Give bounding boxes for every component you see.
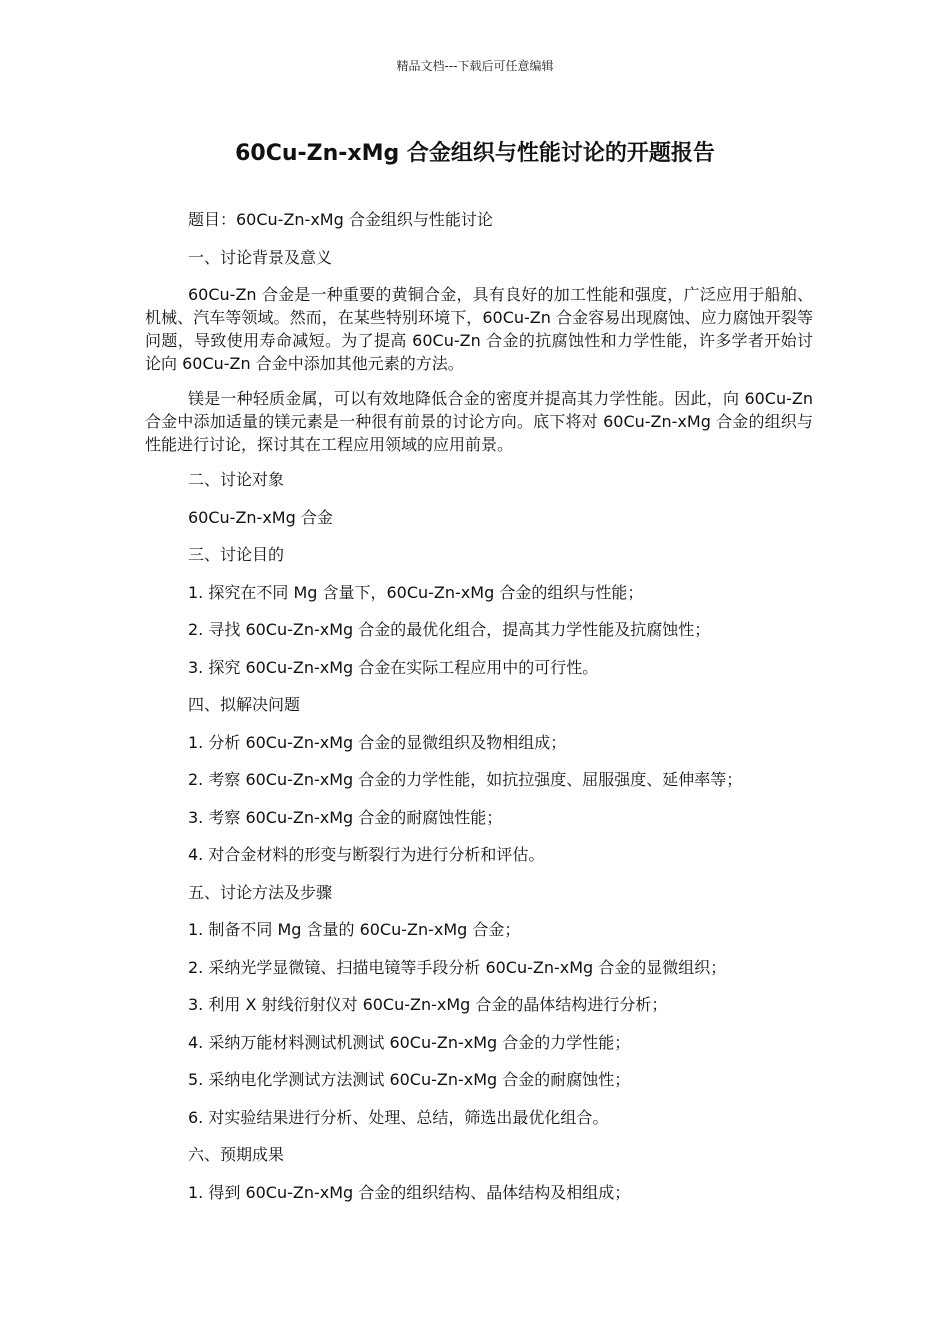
background-paragraph-1: 60Cu-Zn 合金是一种重要的黄铜合金，具有良好的加工性能和强度，广泛应用于船舶、机械、汽车等领域。然而，在某些特别环境下，60Cu-Zn 合金容易出现腐蚀、应力腐蚀开裂等问题，导致使用寿命减短。为了提高 60Cu-Zn 合金的抗腐蚀性和力学性能，许多学者开始讨论向 60Cu-Zn 合金中添加其他元素的方法。 [145, 285, 813, 373]
list-item: 1. 制备不同 Mg 含量的 60Cu-Zn-xMg 合金； [188, 920, 521, 939]
list-item: 5. 采纳电化学测试方法测试 60Cu-Zn-xMg 合金的耐腐蚀性； [188, 1070, 631, 1089]
document-body [145, 208, 813, 1218]
topic-line: 题目：60Cu-Zn-xMg 合金组织与性能讨论 [188, 210, 493, 229]
research-object: 60Cu-Zn-xMg 合金 [188, 507, 333, 527]
section-heading-problems: 四、拟解决问题 [188, 695, 301, 714]
section-heading-object: 二、讨论对象 [188, 470, 285, 489]
background-paragraph-2: 镁是一种轻质金属，可以有效地降低合金的密度并提高其力学性能。因此，向 60Cu-Zn 合金中添加适量的镁元素是一种很有前景的讨论方向。底下将对 60Cu-Zn-xMg 合金的组织与性能进行讨论，探讨其在工程应用领域的应用前景。 [145, 389, 813, 454]
list-item: 2. 考察 60Cu-Zn-xMg 合金的力学性能，如抗拉强度、屈服强度、延伸率等； [188, 770, 743, 789]
section-heading-methods: 五、讨论方法及步骤 [188, 882, 333, 902]
list-item: 4. 采纳万能材料测试机测试 60Cu-Zn-xMg 合金的力学性能； [188, 1032, 631, 1052]
section-heading-purpose: 三、讨论目的 [188, 545, 285, 564]
list-item: 2. 寻找 60Cu-Zn-xMg 合金的最优化组合，提高其力学性能及抗腐蚀性； [188, 620, 711, 639]
list-item: 3. 考察 60Cu-Zn-xMg 合金的耐腐蚀性能； [188, 807, 503, 827]
document-title: 60Cu-Zn-xMg 合金组织与性能讨论的开题报告 [235, 141, 715, 166]
header-note: 精品文档---下载后可任意编辑 [396, 59, 554, 73]
list-item: 2. 采纳光学显微镜、扫描电镜等手段分析 60Cu-Zn-xMg 合金的显微组织； [188, 957, 727, 977]
list-item: 3. 探究 60Cu-Zn-xMg 合金在实际工程应用中的可行性。 [188, 657, 599, 677]
list-item: 1. 探究在不同 Mg 含量下，60Cu-Zn-xMg 合金的组织与性能； [188, 582, 644, 602]
section-heading-background: 一、讨论背景及意义 [188, 247, 333, 267]
list-item: 3. 利用 X 射线衍射仪对 60Cu-Zn-xMg 合金的晶体结构进行分析； [188, 995, 668, 1014]
list-item: 1. 得到 60Cu-Zn-xMg 合金的组织结构、晶体结构及相组成； [188, 1182, 631, 1202]
list-item: 1. 分析 60Cu-Zn-xMg 合金的显微组织及物相组成； [188, 732, 567, 752]
section-heading-outcomes: 六、预期成果 [188, 1145, 285, 1164]
list-item: 4. 对合金材料的形变与断裂行为进行分析和评估。 [188, 845, 545, 864]
list-item: 6. 对实验结果进行分析、处理、总结，筛选出最优化组合。 [188, 1107, 609, 1127]
